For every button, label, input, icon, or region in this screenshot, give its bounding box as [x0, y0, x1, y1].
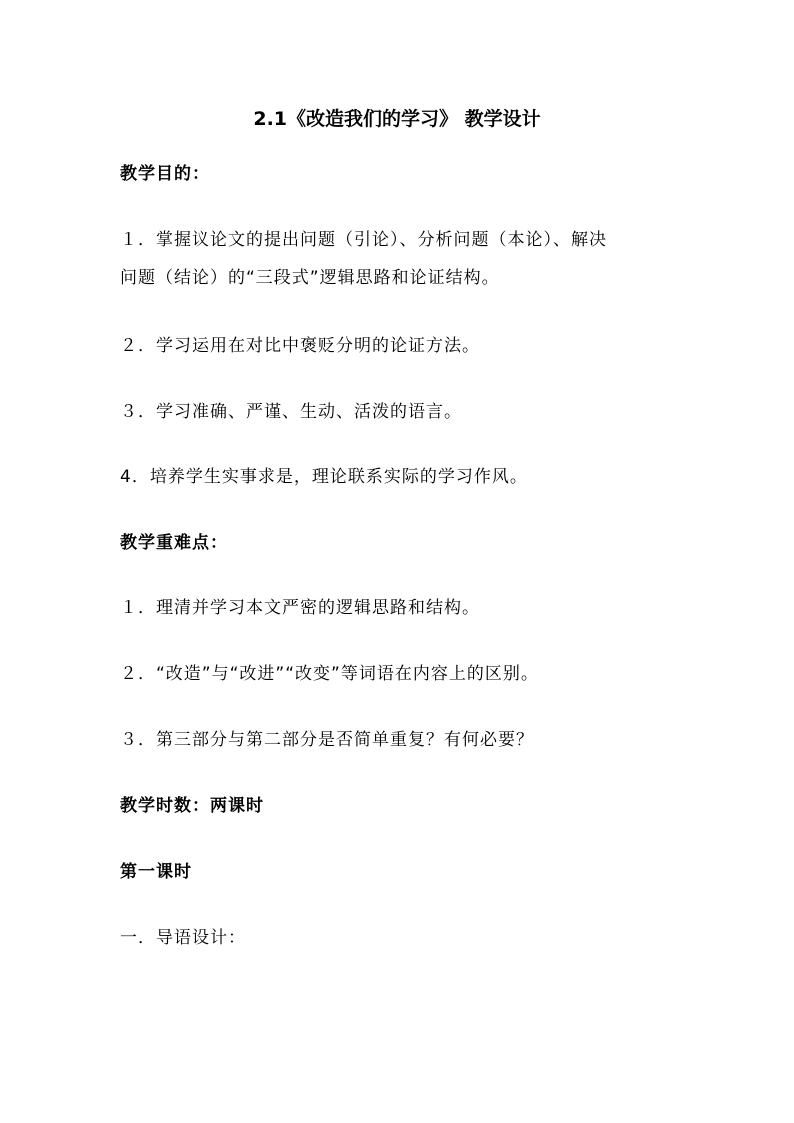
- key-point-line: ２．“改造”与“改进”“改变”等词语在内容上的区别。: [120, 664, 539, 684]
- objective-line: ３．学习准确、严谨、生动、活泼的语言。: [120, 402, 462, 422]
- lesson-one-heading: 第一课时: [120, 862, 192, 882]
- class-hours: 教学时数：两课时: [120, 796, 264, 816]
- key-point-line: １．理清并学习本文严密的逻辑思路和结构。: [120, 598, 480, 618]
- objectives-heading: 教学目的：: [120, 164, 210, 184]
- intro-design-heading: 一．导语设计：: [120, 928, 246, 948]
- objective-line: 问题（结论）的“三段式”逻辑思路和论证结构。: [120, 268, 500, 288]
- objective-line: 4．培养学生实事求是，理论联系实际的学习作风。: [120, 467, 528, 487]
- document-title: 2.1《改造我们的学习》 教学设计: [253, 108, 541, 130]
- objective-line: １．掌握议论文的提出问题（引论）、分析问题（本论）、解决: [120, 230, 607, 250]
- key-points-heading: 教学重难点：: [120, 533, 228, 553]
- key-point-line: ３．第三部分与第二部分是否简单重复？有何必要？: [120, 730, 534, 750]
- objective-line: ２．学习运用在对比中褒贬分明的论证方法。: [120, 336, 480, 356]
